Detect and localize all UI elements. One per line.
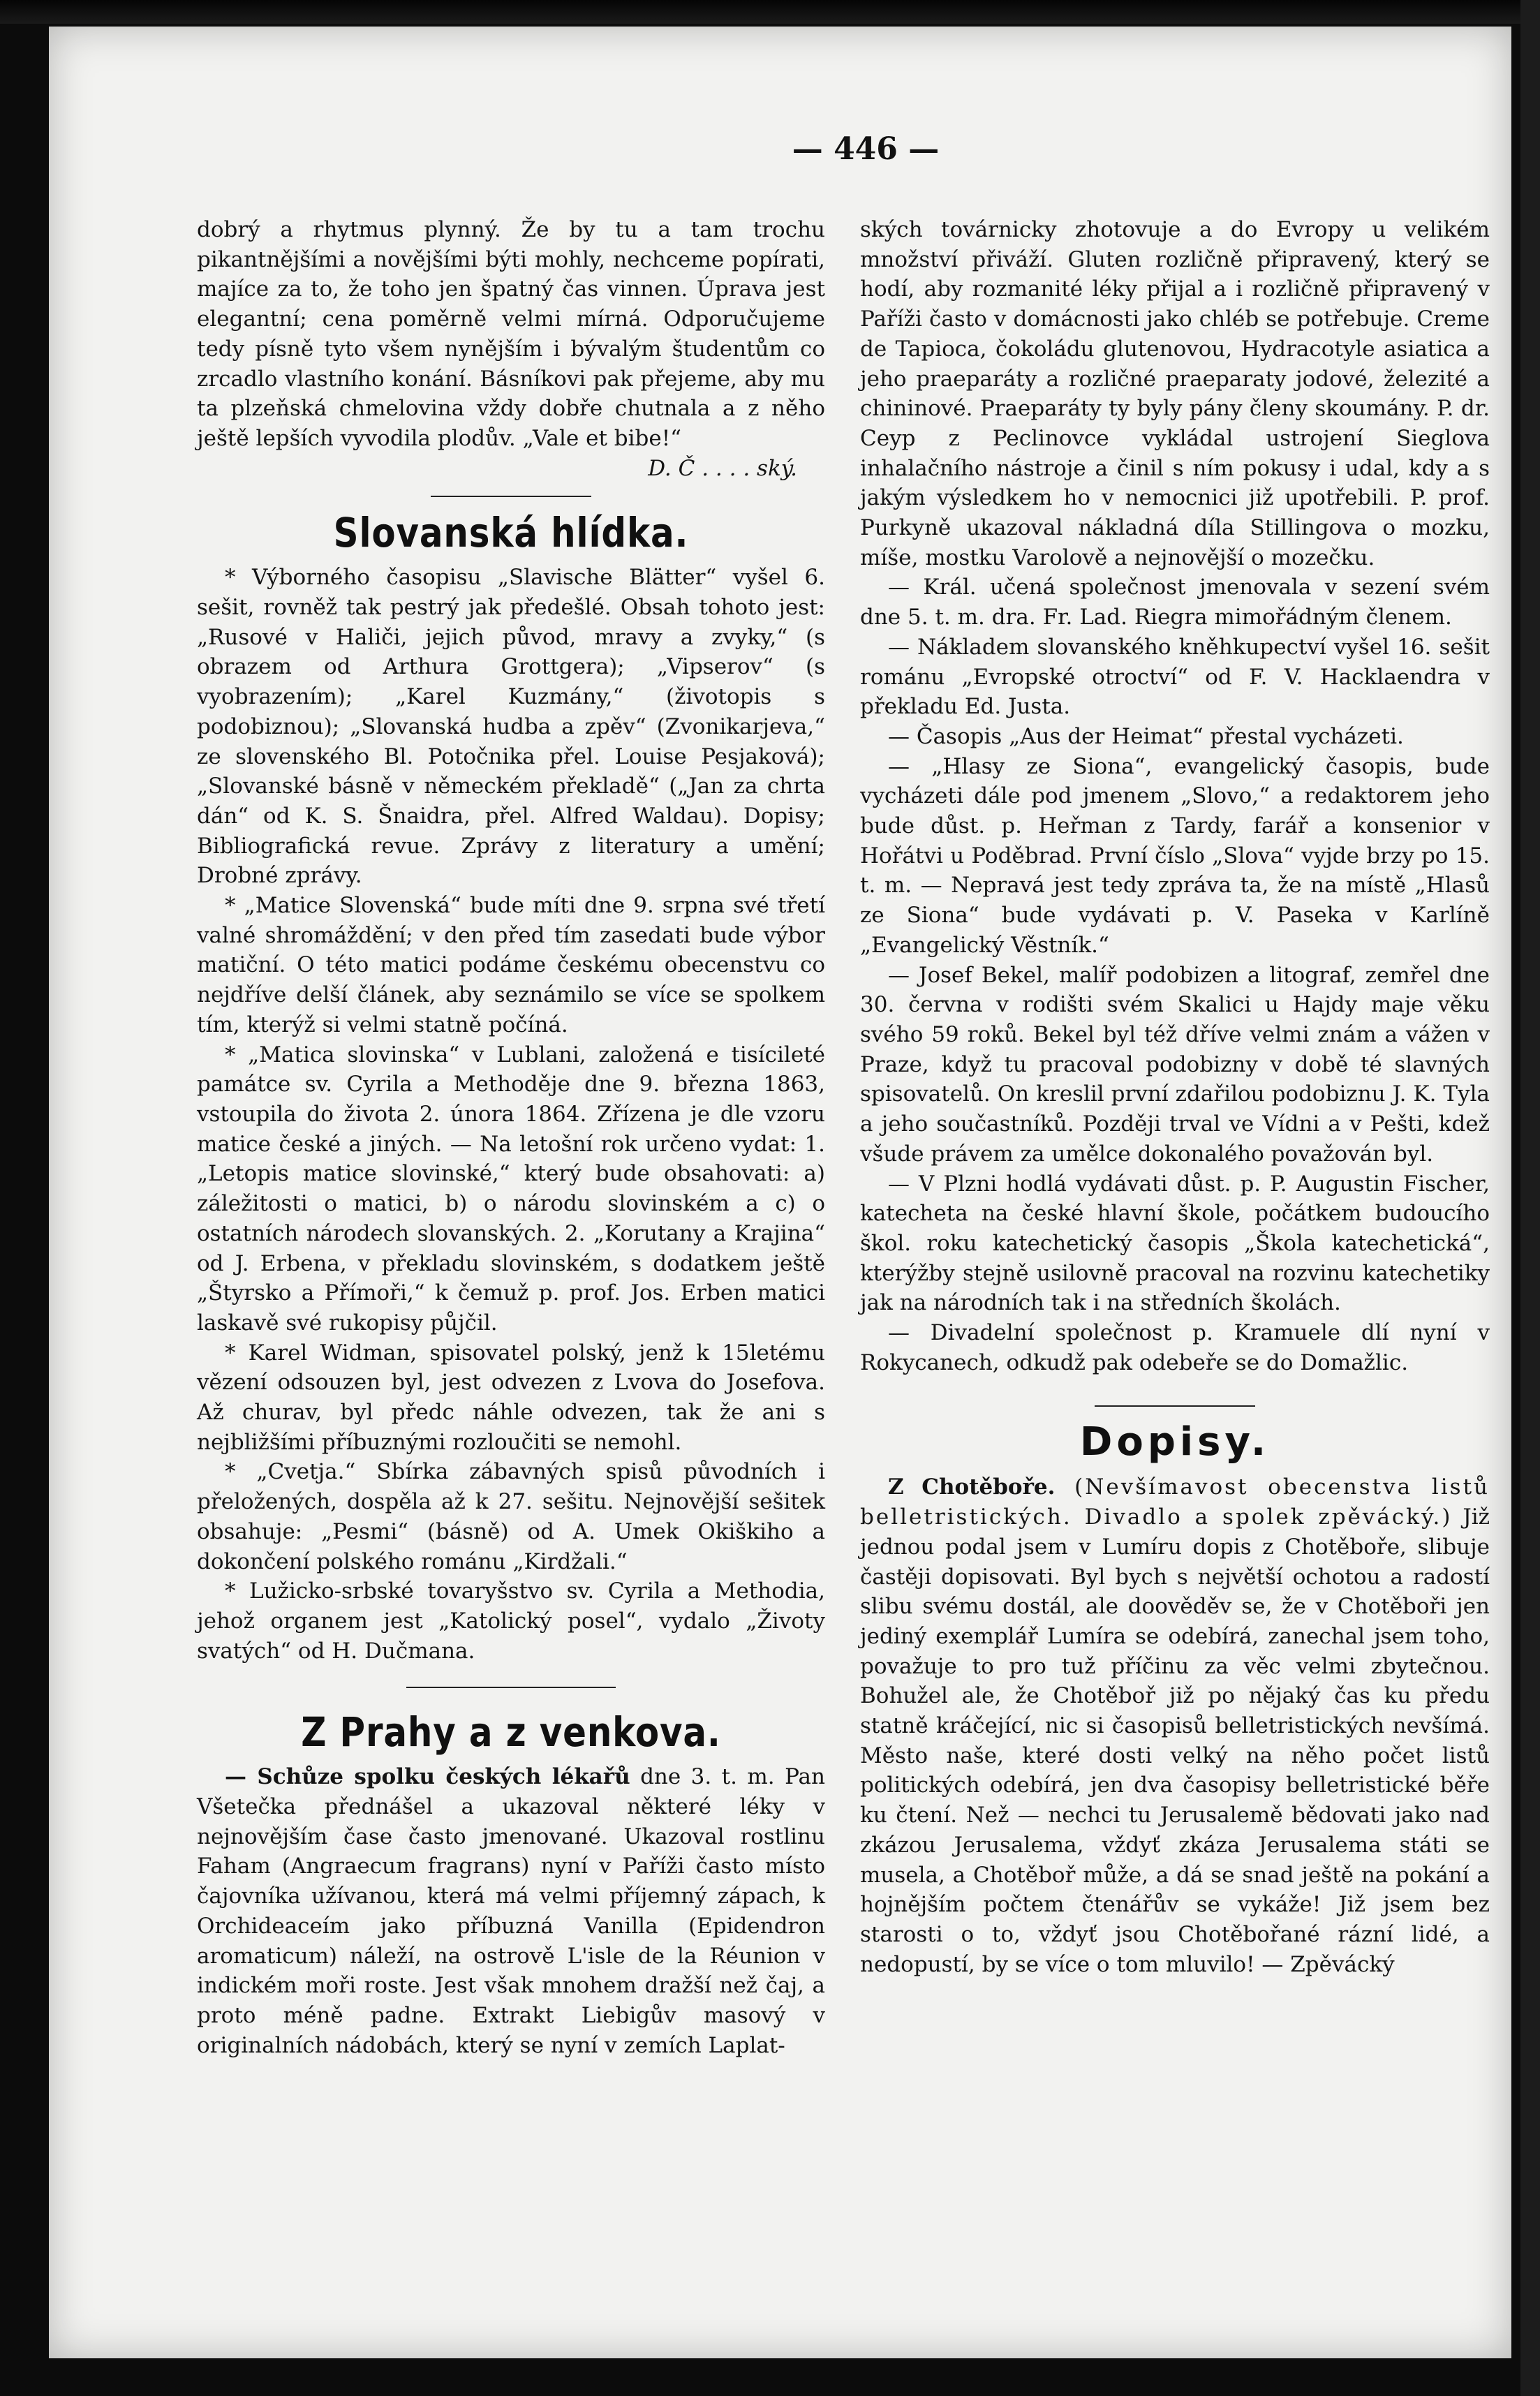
- news-slovanske-knehkupectvi: — Nákladem slovanského kněhkupectví vyšel 16. sešit románu „Evropské otroctví“ od F. V. Hacklaendra v překladu Ed. Justa.: [860, 634, 1490, 720]
- news-schuze-body: dne 3. t. m. Pan Všetečka přednášel a ukazoval některé léky v nejnovějším čase často jmenované. Ukazoval rostlinu Faham (Angraecum fragrans) nyní v Paříži často místo čajovníka užívanou, která má velmi příjemný zápach, k Orchideaceím jako příbuzná Vanilla (Epidendron aromaticum) náleží, na ostrově L'isle de la Réunion v indickém moři roste. Jest však mnohem dražší než čaj, a proto méně padne. Extrakt Liebigův masový v originalních nádobách, který se nyní v zemích Laplat-: [197, 1764, 825, 2058]
- page-number: — 446 —: [792, 131, 940, 167]
- continued-lekari-paragraph: ských továrnicky zhotovuje a do Evropy u velikém množství přiváží. Gluten rozličně připravený, který se hodí, aby rozmanité léky přijal a i rozličně připravený v Paříži často v domácnosti jako chléb se potřebuje. Creme de Tapioca, čokoládu glutenovou, Hydracotyle asiatica a jeho praeparáty a rozličné praeparaty jodové, železité a chininové. Praeparáty ty byly pány členy skoumány. P. dr. Ceyp z Peclinovce vykládal ustrojení Sieglova inhalačního nástroje a činil s ním pokusy i udal, kdy a s jakým výsledkem ho v nemocnici již upotřebili. P. prof. Purkyně ukazoval nákladná díla Stillingova o mozku, míše, mostku Varolově a nejnovější o mozečku.: [860, 217, 1490, 570]
- section-divider: [1095, 1405, 1255, 1407]
- section-heading-slovanska-hlidka: Slovanská hlídka.: [333, 509, 689, 557]
- right-column: [860, 215, 1490, 1979]
- top-scan-edge: [0, 0, 1540, 24]
- review-signature: D. Č . . . . ský.: [648, 455, 797, 481]
- news-matica-slovinska: * „Matica slovinska“ v Lublani, založená e tisícileté památce sv. Cyrila a Methoděje dne 9. března 1863, vstoupila do života 2. února 1864. Zřízena je dle vzoru matice české a jiných. — Na letošní rok určeno vydat: 1. „Letopis matice slovinské,“ který bude obsahovati: a) záležitosti o matici, b) o národu slovinském a c) o ostatních národech slovanských. 2. „Korutany a Krajina“ od J. Erbena, v překladu slovinském, s dodatkem ještě „Štyrsko a Přímoři,“ k čemuž p. prof. Jos. Erben matici laskavě své rukopisy půjčil.: [197, 1042, 825, 1336]
- news-kral-spolecnost: — Král. učená společnost jmenovala v sezení svém dne 5. t. m. dra. Fr. Lad. Riegra mimořádným členem.: [860, 575, 1490, 630]
- section-divider: [406, 1687, 616, 1688]
- news-aus-der-heimat: — Časopis „Aus der Heimat“ přestal vycházeti.: [888, 723, 1404, 749]
- newspaper-page: [49, 27, 1511, 2358]
- news-luzicko-srbske: * Lužicko-srbské tovaryšstvo sv. Cyrila a Methodia, jehož organem jest „Katolický posel“, vydalo „Životy svatých“ od H. Dučmana.: [197, 1578, 825, 1664]
- section-divider: [431, 496, 591, 497]
- letter-chotebor: [860, 1472, 1490, 1979]
- news-hlasy-ze-siona: — „Hlasy ze Siona“, evangelický časopis, bude vycházeti dále pod jmenem „Slovo,“ a redaktorem jeho bude důst. p. Heřman z Tardy, farář a konsenior v Hořátvi u Poděbrad. První číslo „Slova“ vyjde brzy po 15. t. m. — Nepravá jest tedy zpráva ta, že na místě „Hlasů ze Siona“ bude vydávati p. V. Paseka v Karlíně „Evangelický Věstník.“: [860, 753, 1490, 958]
- news-cvetja: * „Cvetja.“ Sbírka zábavných spisů původních i přeložených, dospěla až k 27. sešitu. Nejnovější sešitek obsahuje: „Pesmi“ (básně) od A. Umek Okiškiho a dokončení polského románu „Kirdžali.“: [197, 1459, 825, 1574]
- left-column: [197, 215, 825, 2060]
- news-plzen-casopis: — V Plzni hodlá vydávati důst. p. P. Augustin Fischer, katecheta na české hlavní škole, počátkem budoucího škol. roku katechetický časopis „Škola katechetická“, kterýžby stejně usilovně pracoval na rozvinu katechetiky jak na národních tak i na středních školách.: [860, 1171, 1490, 1316]
- news-josef-bekel: — Josef Bekel, malíř podobizen a litograf, zemřel dne 30. června v rodišti svém Skalici u Hajdy maje věku svého 59 roků. Bekel byl též dříve velmi znám a vážen v Praze, když tu pracoval podobizny v době té slavných spisovatelů. On kreslil první zdařilou podobiznu J. K. Tyla a jeho součastníků. Později trval ve Vídni a v Pešti, kdež všude právem za umělce dokonalého považován byl.: [860, 962, 1490, 1167]
- section-heading-z-prahy: Z Prahy a z venkova.: [301, 1708, 721, 1757]
- letter-place: Z Chotěboře.: [888, 1474, 1056, 1500]
- section-heading-dopisy: Dopisy.: [1079, 1419, 1271, 1465]
- news-schuze-lekaru: [197, 1762, 825, 2060]
- news-karel-widman: * Karel Widman, spisovatel polský, jenž k 15letému vězení odsouzen byl, jest odvezen z Lvova do Josefova. Až churav, byl předc náhle odvezen, tak že ani s nejbližšími příbuznými rozloučiti se nemohl.: [197, 1340, 825, 1455]
- letter-body: Již jednou podal jsem v Lumíru dopis z Chotěboře, slibuje častěji dopisovati. Byl bych s největší ochotou a radostí slibu svému dostál, ale doověděv se, že v Chotěboři jen jediný exemplář Lumíra se odebírá, zanechal jsem toho, považuje to pro tuž příčinu za věc velmi zbytečnou. Bohužel ale, že Chotěboř již po nějaký čas ku předu statně kráčející, nic si časopisů belletristických nevšímá. Město naše, které dosti velký na něho počet listů politických odebírá, jen dva časopisy belletristické běře ku čtení. Než — nechci tu Jerusalemě bědovati jako nad zkázou Jerusalema, vždyť zkáza Jerusalema státi se musela, a Chotěboř může, a dá se snad ještě na pokání a hojnějším počtem čtenářův se vykáže! Již jsem bez starosti o to, vždyť jsou Chotěbořané rázní lidé, a nedopustí, by se více o tom mluvilo! — Zpěvácký: [860, 1504, 1490, 1977]
- right-scan-edge: [1520, 0, 1540, 2396]
- letter-subtitle: (Nevšímavost obecenstva listů belletristických. Divadlo a spolek zpěvácký.): [860, 1474, 1490, 1530]
- news-divadelni-spolecnost: — Divadelní společnost p. Kramuele dlí nyní v Rokycanech, odkudž pak odebeře se do Domažlic.: [860, 1320, 1490, 1375]
- news-schuze-lead: — Schůze spolku českých lékařů: [225, 1764, 630, 1790]
- review-ending-paragraph: dobrý a rhytmus plynný. Že by tu a tam trochu pikantnějšími a novějšími býti mohly, nechceme popírati, majíce za to, že toho jen špatný čas vinnen. Úprava jest elegantní; cena poměrně velmi mírná. Odporučujeme tedy písně tyto všem nynějším i bývalým študentům co zrcadlo vlastního konání. Básníkovi pak přejeme, aby mu ta plzeňská chmelovina vždy dobře chutnala a z něho ještě lepších vyvodila plodův. „Vale et bibe!“: [197, 217, 825, 451]
- news-matice-slovenska: * „Matice Slovenská“ bude míti dne 9. srpna své třetí valné shromáždění; v den před tím zasedati bude výbor matiční. O této matici podáme českému obecenstvu co nejdříve delší článek, aby seznámilo se více se spolkem tím, kterýž si velmi statně počíná.: [197, 893, 825, 1037]
- news-slavische-blatter: * Výborného časopisu „Slavische Blätter“ vyšel 6. sešit, rovněž tak pestrý jak předešlé. Obsah tohoto jest: „Rusové v Haliči, jejich původ, mravy a zvyky,“ (s obrazem od Arthura Grottgera); „Vipserov“ (s vyobrazením); „Karel Kuzmány,“ (životopis s podobiznou); „Slovanská hudba a zpěv“ (Zvonikarjeva,“ ze slovenského Bl. Potočnika přel. Louise Pesjaková); „Slovanské básně v německém překladě“ („Jan za chrta dán“ od K. S. Šnaidra, přel. Alfred Waldau). Dopisy; Bibliografická revue. Zprávy z literatury a umění; Drobné zprávy.: [197, 565, 825, 889]
